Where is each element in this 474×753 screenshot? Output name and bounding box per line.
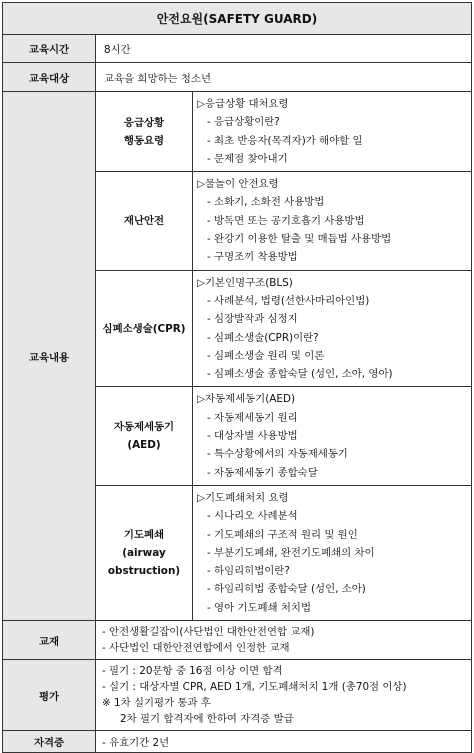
list-item: - 응급상황이란? [207, 116, 280, 129]
evaluation-label: 평가 [3, 660, 96, 731]
evaluation-value [96, 660, 472, 731]
module-name: 재난안전 [96, 172, 193, 270]
list-item: - 심장발작과 심정지 [207, 313, 298, 326]
module-heading: ▷응급상황 대처요령 [197, 98, 289, 110]
list-item: - 심폐소생술 원리 및 이론 [207, 349, 325, 362]
list-item: - 방독면 또는 공기호흡기 사용방법 [207, 214, 365, 227]
certificate-label: 자격증 [3, 731, 96, 753]
list-item: - 영아 기도폐쇄 처치법 [207, 601, 311, 614]
list-item: - 실기 : 대상자별 CPR, AED 1개, 기도폐쇄처치 1개 (총70점 이상) [102, 681, 407, 694]
note-item: 2차 필기 합격자에 한하여 자격증 발급 [120, 713, 294, 726]
module-details [193, 270, 472, 387]
target-label: 교육대상 [3, 63, 96, 92]
material-label: 교재 [3, 621, 96, 660]
module-name: 심폐소생술(CPR) [96, 270, 193, 387]
content-label: 교육내용 [3, 92, 96, 621]
list-item: - 필기 : 20문항 중 16점 이상 이면 합격 [102, 665, 283, 678]
list-item: - 기도폐쇄의 구조적 원리 및 원인 [207, 528, 358, 541]
list-item: - 대상자별 사용방법 [207, 430, 298, 443]
module-name: 자동제세동기 (AED) [96, 387, 193, 485]
list-item: - 최초 반응자(목격자)가 해야할 일 [207, 134, 363, 147]
module-details [193, 172, 472, 270]
course-info-table [2, 2, 472, 753]
target-value: 교육을 희망하는 청소년 [96, 63, 472, 92]
list-item: - 심폐소생술 종합숙달 (성인, 소아, 영아) [207, 368, 393, 381]
hours-label: 교육시간 [3, 35, 96, 63]
module-name: 기도폐쇄 (airway obstruction) [96, 485, 193, 620]
module-details [193, 485, 472, 620]
module-heading: ▷물놀이 안전요령 [197, 178, 279, 191]
module-details [193, 92, 472, 172]
course-info-table-wrapper [2, 2, 471, 753]
list-item: - 자동제세동기 원리 [207, 411, 298, 424]
module-heading: ▷기본인명구조(BLS) [197, 276, 293, 289]
list-item: - 사단법인 대한안전연합에서 인정한 교재 [102, 642, 290, 655]
certificate-value: - 유효기간 2년 [96, 731, 472, 753]
note-item: ※ 1차 실기평가 통과 후 [102, 697, 211, 710]
hours-value: 8시간 [96, 35, 472, 63]
list-item: - 완강기 이용한 탈출 및 매듭법 사용방법 [207, 233, 392, 246]
table-title: 안전요원(SAFETY GUARD) [3, 3, 472, 35]
list-item: - 소화기, 소화전 사용방법 [207, 196, 325, 209]
module-name: 응급상황 행동요령 [96, 92, 193, 172]
list-item: - 하임리히법 종합숙달 (성인, 소아) [207, 583, 366, 596]
list-item: - 문제점 찾아내기 [207, 152, 288, 165]
material-value [96, 621, 472, 660]
list-item: - 하임리히법이란? [207, 565, 290, 578]
list-item: - 자동제세동기 종합숙달 [207, 466, 318, 479]
list-item: - 구명조끼 착용방법 [207, 251, 298, 264]
module-heading: ▷기도폐쇄처치 요령 [197, 491, 289, 504]
module-heading: ▷자동제세동기(AED) [197, 393, 295, 406]
list-item: - 안전생활길잡이(사단법인 대한안전연합 교재) [102, 626, 315, 639]
list-item: - 시나리오 사례분석 [207, 510, 298, 523]
list-item: - 심폐소생술(CPR)이란? [207, 331, 319, 344]
list-item: - 특수상황에서의 자동제세동기 [207, 448, 348, 461]
module-details [193, 387, 472, 485]
list-item: - 사례분석, 법령(선한사마리아인법) [207, 294, 370, 307]
list-item: - 부분기도폐쇄, 완전기도폐쇄의 차이 [207, 546, 375, 559]
